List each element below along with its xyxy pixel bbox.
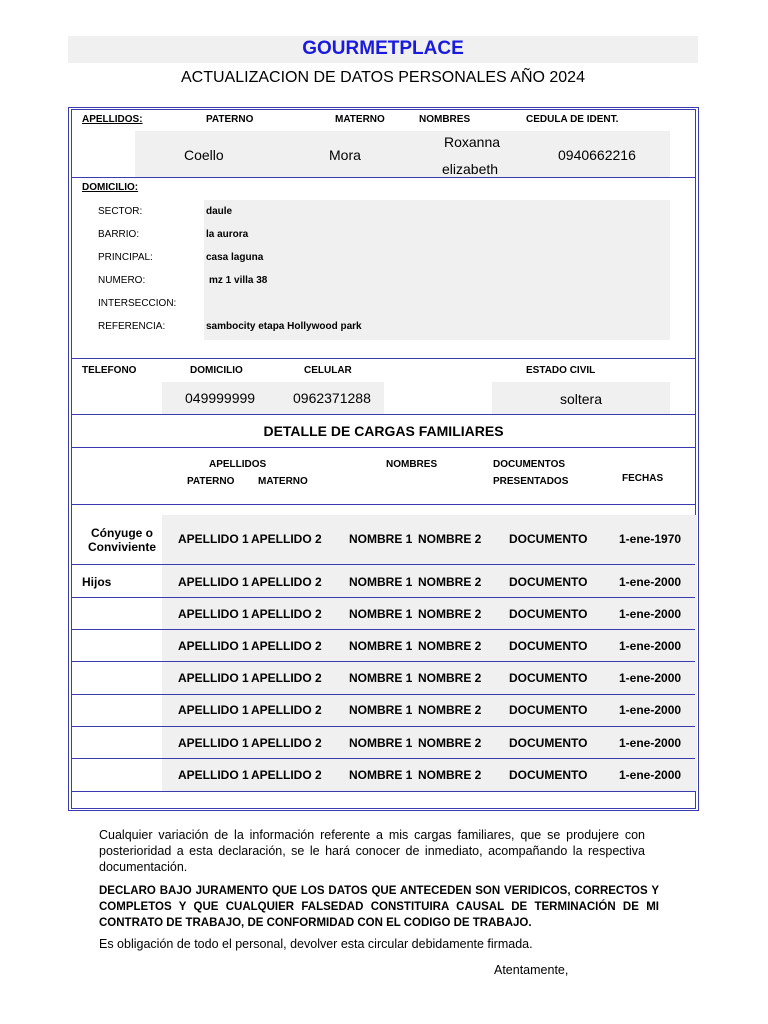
principal-value[interactable]: casa laguna xyxy=(206,252,264,263)
nombre-1-cell[interactable]: NOMBRE 1 xyxy=(349,575,413,589)
fecha-cell[interactable]: 1-ene-2000 xyxy=(619,703,682,717)
referencia-label: REFERENCIA: xyxy=(98,321,166,332)
celular-header: CELULAR xyxy=(304,365,352,376)
fecha-cell[interactable]: 1-ene-2000 xyxy=(619,671,682,685)
divider-cargas-title xyxy=(71,447,696,448)
divider-identity xyxy=(71,177,696,178)
nombre-1-cell[interactable]: NOMBRE 1 xyxy=(349,671,413,685)
apellido-2-cell[interactable]: APELLIDO 2 xyxy=(251,703,322,717)
paterno-value[interactable]: Coello xyxy=(184,147,224,163)
documento-cell[interactable]: DOCUMENTO xyxy=(509,575,588,589)
divider-contact xyxy=(71,414,696,415)
fecha-cell[interactable]: 1-ene-2000 xyxy=(619,639,682,653)
domicilio-phone-value[interactable]: 049999999 xyxy=(185,390,256,406)
apellido-1-cell[interactable]: APELLIDO 1 xyxy=(178,703,249,717)
documento-cell[interactable]: DOCUMENTO xyxy=(509,532,588,546)
closing-text: Atentamente, xyxy=(494,963,569,977)
row-divider xyxy=(72,597,695,598)
cargas-nombres-header: NOMBRES xyxy=(386,459,438,470)
disclaimer-paragraph: Cualquier variación de la información referente a mis cargas familiares, que se produjere con posterioridad a esta declaración, se le hará conocer de inmediato, acompañando la respectiva documentación. xyxy=(99,828,645,874)
apellido-2-cell[interactable]: APELLIDO 2 xyxy=(251,575,322,589)
barrio-value[interactable]: la aurora xyxy=(206,229,249,240)
row-divider xyxy=(72,629,695,630)
fecha-cell[interactable]: 1-ene-2000 xyxy=(619,768,682,782)
apellido-2-cell[interactable]: APELLIDO 2 xyxy=(251,736,322,750)
relation-conyuge-line-1: Cónyuge o xyxy=(91,526,153,540)
cargas-fechas-header: FECHAS xyxy=(622,473,664,484)
nombre-1-cell[interactable]: NOMBRE 1 xyxy=(349,736,413,750)
estado-civil-value[interactable]: soltera xyxy=(559,391,603,407)
apellido-1-cell[interactable]: APELLIDO 1 xyxy=(178,736,249,750)
nombre-1-cell[interactable]: NOMBRE 1 xyxy=(349,607,413,621)
apellido-1-cell[interactable]: APELLIDO 1 xyxy=(178,768,249,782)
nombre-2-cell[interactable]: NOMBRE 2 xyxy=(418,703,482,717)
cargas-materno-header: MATERNO xyxy=(258,476,308,487)
divider-domicilio xyxy=(71,358,696,359)
cargas-paterno-header: PATERNO xyxy=(187,476,235,487)
principal-label: PRINCIPAL: xyxy=(98,252,153,263)
telefono-header: TELEFONO xyxy=(82,365,137,376)
nombre-2-cell[interactable]: NOMBRE 2 xyxy=(418,639,482,653)
referencia-value[interactable]: sambocity etapa Hollywood park xyxy=(206,321,362,332)
row-divider xyxy=(72,694,695,695)
fecha-cell[interactable]: 1-ene-2000 xyxy=(619,607,682,621)
numero-value[interactable]: mz 1 villa 38 xyxy=(209,275,268,286)
apellido-2-cell[interactable]: APELLIDO 2 xyxy=(251,532,322,546)
nombre-1-value[interactable]: Roxanna xyxy=(444,134,501,150)
relation-conyuge-line-2: Conviviente xyxy=(87,540,156,554)
row-divider xyxy=(72,726,695,727)
nombre-1-cell[interactable]: NOMBRE 1 xyxy=(349,532,413,546)
estado-civil-header: ESTADO CIVIL xyxy=(526,365,596,376)
sector-value[interactable]: daule xyxy=(206,206,233,217)
apellido-2-cell[interactable]: APELLIDO 2 xyxy=(251,607,322,621)
nombre-2-cell[interactable]: NOMBRE 2 xyxy=(418,575,482,589)
barrio-label: BARRIO: xyxy=(98,229,140,240)
interseccion-label: INTERSECCION: xyxy=(98,298,177,309)
apellido-1-cell[interactable]: APELLIDO 1 xyxy=(178,671,249,685)
sworn-declaration: DECLARO BAJO JURAMENTO QUE LOS DATOS QUE ANTECEDEN SON VERIDICOS, CORRECTOS Y COMPLETOS Y QUE CUALQUIER FALSEDAD CONSTITUIRA CAUSAL DE TERMINACIÓN DE MI CONTRATO DE TRABAJO, DE CONFORMIDAD CON EL CODIGO DE TRABAJO. xyxy=(99,885,659,929)
nombre-1-cell[interactable]: NOMBRE 1 xyxy=(349,703,413,717)
documento-cell[interactable]: DOCUMENTO xyxy=(509,639,588,653)
nombre-2-cell[interactable]: NOMBRE 2 xyxy=(418,768,482,782)
apellido-1-cell[interactable]: APELLIDO 1 xyxy=(178,607,249,621)
nombre-2-value[interactable]: elizabeth xyxy=(442,161,499,177)
apellido-1-cell[interactable]: APELLIDO 1 xyxy=(178,532,249,546)
celular-value[interactable]: 0962371288 xyxy=(293,390,371,406)
apellido-2-cell[interactable]: APELLIDO 2 xyxy=(251,768,322,782)
materno-value[interactable]: Mora xyxy=(329,147,361,163)
materno-header: MATERNO xyxy=(335,114,385,125)
documento-cell[interactable]: DOCUMENTO xyxy=(509,768,588,782)
row-divider xyxy=(72,661,695,662)
documento-cell[interactable]: DOCUMENTO xyxy=(509,671,588,685)
nombre-2-cell[interactable]: NOMBRE 2 xyxy=(418,736,482,750)
form-title: ACTUALIZACION DE DATOS PERSONALES AÑO 2024 xyxy=(181,69,585,86)
divider-cargas-header xyxy=(71,504,696,505)
documento-cell[interactable]: DOCUMENTO xyxy=(509,607,588,621)
row-divider xyxy=(72,564,695,565)
documento-cell[interactable]: DOCUMENTO xyxy=(509,703,588,717)
nombre-1-cell[interactable]: NOMBRE 1 xyxy=(349,768,413,782)
paterno-header: PATERNO xyxy=(206,114,254,125)
apellidos-label: APELLIDOS: xyxy=(82,114,143,125)
documento-cell[interactable]: DOCUMENTO xyxy=(509,736,588,750)
nombres-header: NOMBRES xyxy=(419,114,471,125)
obligation-note: Es obligación de todo el personal, devolver esta circular debidamente firmada. xyxy=(99,937,533,951)
cargas-documentos-header: DOCUMENTOS xyxy=(493,459,566,470)
apellido-2-cell[interactable]: APELLIDO 2 xyxy=(251,671,322,685)
cargas-apellidos-header: APELLIDOS xyxy=(209,459,267,470)
fecha-cell[interactable]: 1-ene-1970 xyxy=(619,532,682,546)
sector-label: SECTOR: xyxy=(98,206,143,217)
row-divider xyxy=(72,791,695,792)
nombre-2-cell[interactable]: NOMBRE 2 xyxy=(418,532,482,546)
nombre-2-cell[interactable]: NOMBRE 2 xyxy=(418,671,482,685)
brand-title: GOURMETPLACE xyxy=(302,38,464,59)
row-divider xyxy=(72,758,695,759)
domicilio-label: DOMICILIO: xyxy=(82,182,139,193)
nombre-1-cell[interactable]: NOMBRE 1 xyxy=(349,639,413,653)
domicilio-phone-header: DOMICILIO xyxy=(190,365,243,376)
numero-label: NUMERO: xyxy=(98,275,146,286)
cedula-header: CEDULA DE IDENT. xyxy=(526,114,619,125)
nombre-2-cell[interactable]: NOMBRE 2 xyxy=(418,607,482,621)
cargas-presentados-header: PRESENTADOS xyxy=(493,476,569,487)
apellido-2-cell[interactable]: APELLIDO 2 xyxy=(251,639,322,653)
apellido-1-cell[interactable]: APELLIDO 1 xyxy=(178,575,249,589)
domicilio-values-bg xyxy=(204,200,670,340)
cedula-value[interactable]: 0940662216 xyxy=(558,147,636,163)
fecha-cell[interactable]: 1-ene-2000 xyxy=(619,575,682,589)
relation-conyuge xyxy=(72,526,172,554)
cargas-title: DETALLE DE CARGAS FAMILIARES xyxy=(263,423,504,439)
apellido-1-cell[interactable]: APELLIDO 1 xyxy=(178,639,249,653)
fecha-cell[interactable]: 1-ene-2000 xyxy=(619,736,682,750)
relation-hijos: Hijos xyxy=(82,575,112,589)
